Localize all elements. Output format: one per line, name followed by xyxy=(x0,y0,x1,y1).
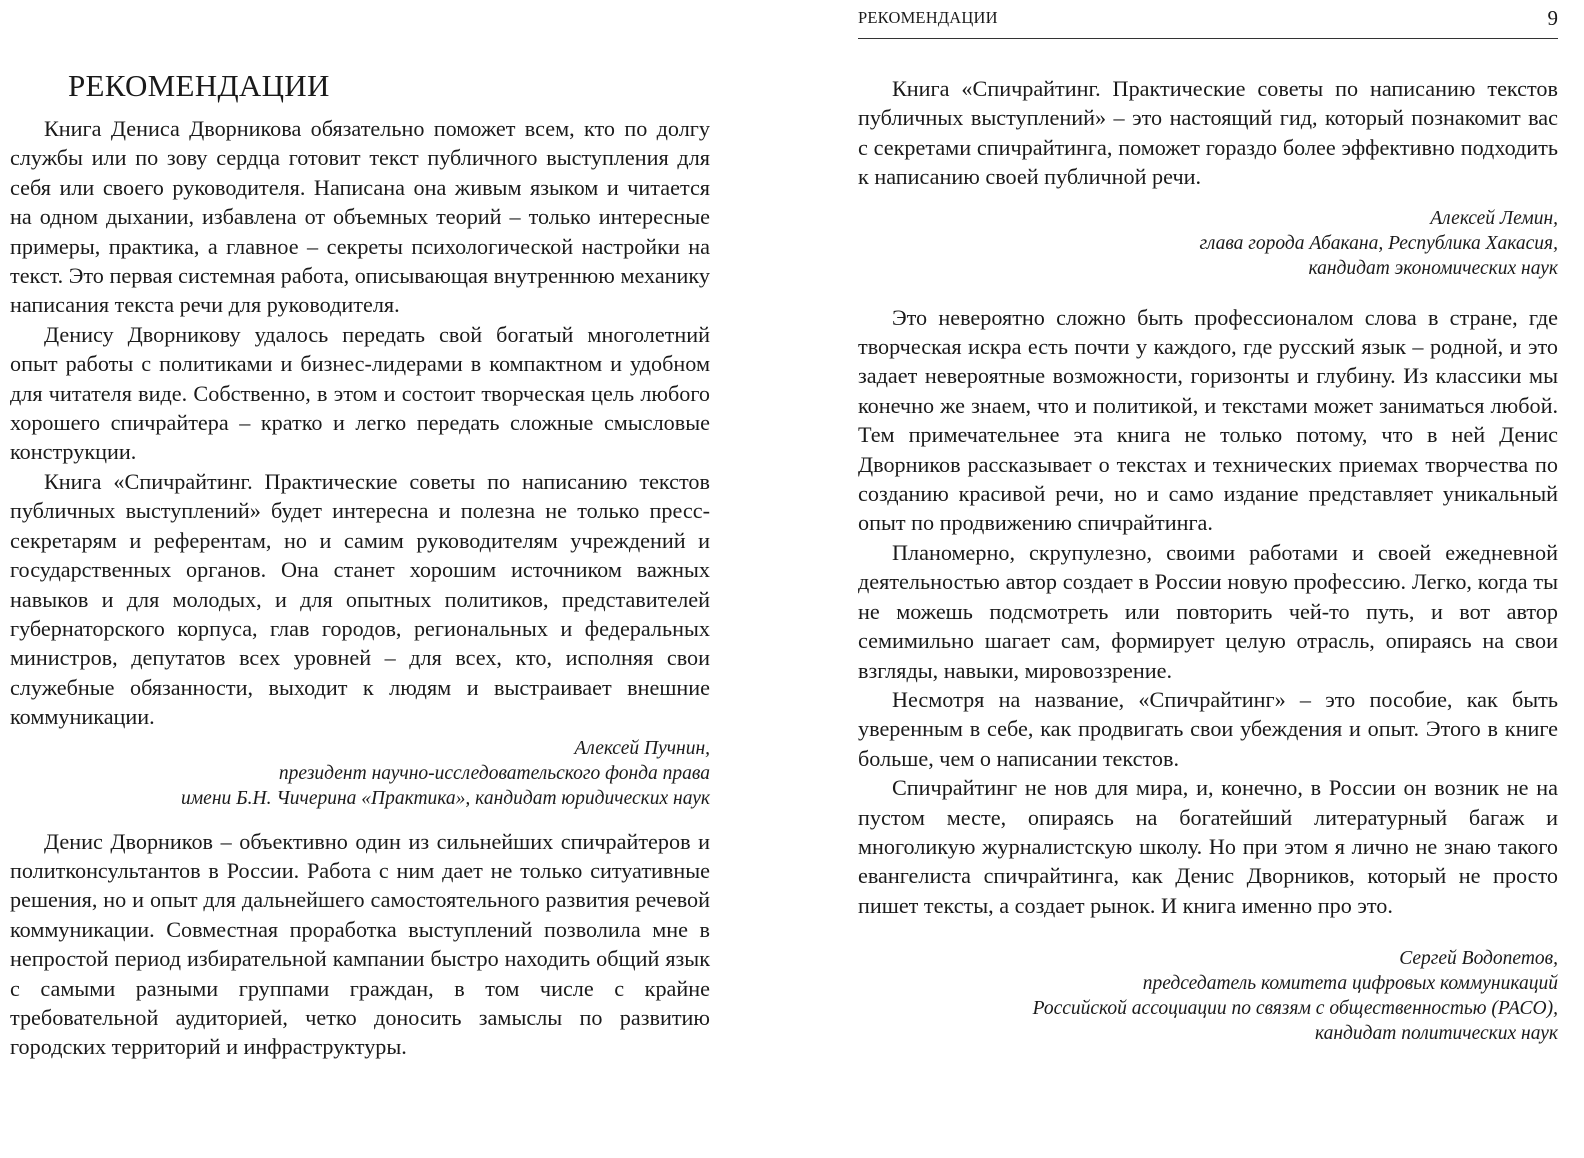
left-page xyxy=(0,0,780,1158)
recommendation-block-continued xyxy=(10,827,710,1062)
signature-position: председатель комитета цифровых коммуникаций xyxy=(1142,973,1558,995)
recommendation-block-vodopetov xyxy=(858,303,1558,1047)
recommendation-block-lemin xyxy=(858,74,1558,281)
signature-position: глава города Абакана, Республика Хакасия, xyxy=(1199,232,1558,254)
paragraph: Книга «Спичрайтинг. Практические советы по написанию текстов публичных выступлений» – это настоящий гид, который познакомит вас с секретами спичрайтинга, поможет гораздо более эффективно подходить к написанию своей публичной речи. xyxy=(858,76,1558,190)
signature-name: Алексей Лемин, xyxy=(1430,207,1558,229)
signature-position: президент научно-исследовательского фонда права xyxy=(278,762,710,784)
paragraph: Книга Дениса Дворникова обязательно поможет всем, кто по долгу службы или по зову сердца готовит текст публичного выступления для себя или своего руководителя. Написана она живым языком и читается на одном дыхании, избавлена от объемных теорий – только интересные примеры, практика, а главное – секреты психологической настройки на текст. Это первая системная работа, описывающая внутреннюю механику написания текста речи для руководителя. xyxy=(10,116,710,318)
signature-position: кандидат политических наук xyxy=(1314,1023,1558,1045)
signature-name: Сергей Водопетов, xyxy=(1399,948,1558,970)
signature-position: Российской ассоциации по связям с общественностью (РАСО), xyxy=(1032,998,1558,1020)
paragraph: Денис Дворников – объективно один из сильнейших спичрайтеров и политконсультантов в России. Работа с ним дает не только ситуативные решения, но и опыт для дальнейшего самостоятельного развития речевой коммуникации. Совместная проработка выступлений позволила мне в непростой период избирательной кампании быстро находить общий язык с самыми разными группами граждан, в том числе с крайне требовательной аудиторией, четко доносить замыслы по развитию городских территорий и инфраструктуры. xyxy=(10,828,710,1060)
page-title: РЕКОМЕНДАЦИИ xyxy=(68,68,330,103)
paragraph: Спичрайтинг не нов для мира, и, конечно, в России он возник не на пустом месте, опираясь на богатейший литературный багаж и многоликую журналистскую школу. Но при этом я лично не знаю такого евангелиста спичрайтинга, как Денис Дворников, который не просто пишет тексты, а создает рынок. И книга именно про это. xyxy=(858,775,1558,918)
signature-name: Алексей Пучнин, xyxy=(574,737,710,759)
paragraph: Это невероятно сложно быть профессионалом слова в стране, где творческая искра есть почти у каждого, где русский язык – родной, и это задает невероятные возможности, горизонты и глубину. Из классики мы конечно же знаем, что и политикой, и текстами может заниматься любой. Тем примечательнее эта книга не только потому, что в ней Денис Дворников рассказывает о текстах и технических приемах творчества по созданию красивой речи, но и само издание представляет уникальный опыт по продвижению спичрайтинга. xyxy=(858,304,1558,536)
signature-position: имени Б.Н. Чичерина «Практика», кандидат юридических наук xyxy=(180,787,710,809)
signature-lemin xyxy=(858,206,1558,281)
signature-puchnin xyxy=(10,736,710,811)
right-page xyxy=(780,0,1584,1158)
paragraph: Денису Дворникову удалось передать свой богатый многолетний опыт работы с политиками и бизнес-лидерами в компактном и удобном для читателя виде. Собственно, в этом и состоит творческая цель любого хорошего спичрайтера – кратко и легко передать сложные смысловые конструкции. xyxy=(10,321,710,465)
signature-position: кандидат экономических наук xyxy=(1308,257,1558,279)
recommendation-block-puchnin xyxy=(10,114,710,811)
paragraph: Книга «Спичрайтинг. Практические советы по написанию текстов публичных выступлений» будет интересна и полезна не только пресс-секретарям и референтам, но и самим руководителям учреждений и государственных органов. Она станет хорошим источником важных навыков и для молодых, и для опытных политиков, представителей губернаторского корпуса, глав городов, региональных и федеральных министров, депутатов всех уровней – для всех, кто, исполняя свои служебные обязанности, выходит к людям и выстраивает внешние коммуникации. xyxy=(10,468,710,730)
signature-vodopetov xyxy=(858,946,1558,1046)
paragraph: Несмотря на название, «Спичрайтинг» – это пособие, как быть уверенным в себе, как продвигать свои убеждения и опыт. Этого в книге больше, чем о написании текстов. xyxy=(858,686,1558,771)
page-number: 9 xyxy=(1547,6,1558,30)
paragraph: Планомерно, скрупулезно, своими работами и своей ежедневной деятельностью автор создает в России новую профессию. Легко, когда ты не можешь подсмотреть или повторить чей-то путь, и вот автор семимильно шагает сам, формирует целую отрасль, опираясь на свои взгляды, навыки, мировоззрение. xyxy=(858,539,1558,683)
right-page-text-column xyxy=(858,74,1558,1046)
running-head-title: РЕКОМЕНДАЦИИ xyxy=(858,8,998,27)
left-page-text-column xyxy=(10,68,710,1062)
running-header xyxy=(858,6,1558,39)
